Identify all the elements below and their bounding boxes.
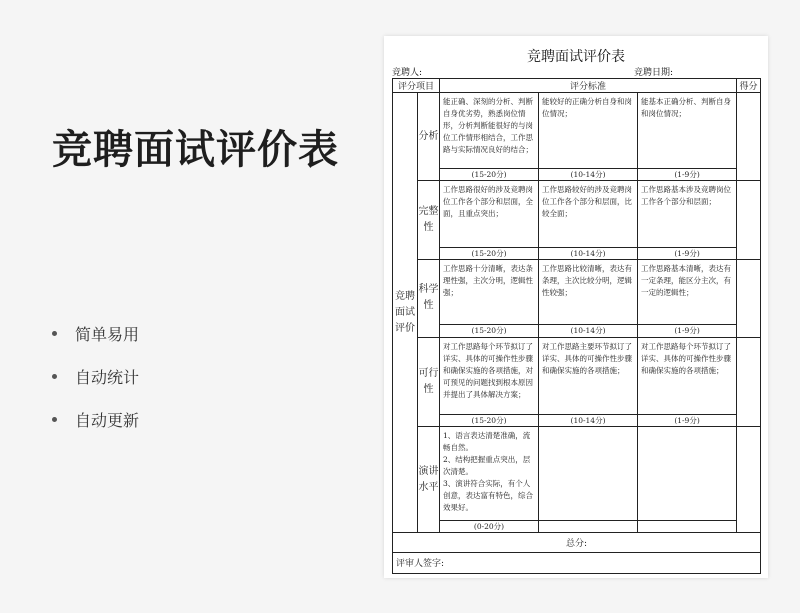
total-label: 总分: <box>393 533 761 552</box>
feature-item <box>52 398 139 441</box>
evaluation-table <box>392 78 761 574</box>
left-title: 竞聘面试评价表 <box>52 127 339 173</box>
score-range <box>638 520 737 532</box>
bullet-icon <box>52 374 57 379</box>
criterion-name: 完整性 <box>418 180 440 259</box>
score-range: (1-9分) <box>638 415 737 427</box>
criterion-description: 对工作思路主要环节拟订了详实、具体的可操作性步骤和确保实施的各项措施； <box>539 337 638 414</box>
score-range <box>539 520 638 532</box>
criterion-description <box>638 427 737 521</box>
form-sheet <box>384 36 768 578</box>
criterion-description: 对工作思路每个环节拟订了详实、具体的可操作性步骤和确保实施的各项措施； <box>638 337 737 414</box>
score-range: (0-20分) <box>440 520 539 532</box>
score-range: (10-14分) <box>539 248 638 260</box>
score-cell[interactable] <box>737 180 761 259</box>
criteria-body <box>393 93 761 533</box>
score-range: (10-14分) <box>539 168 638 180</box>
criterion-name: 可行性 <box>418 337 440 427</box>
score-cell[interactable] <box>737 260 761 337</box>
header-item: 评分项目 <box>393 79 440 93</box>
feature-item <box>52 355 139 398</box>
feature-label: 自动统计 <box>75 368 140 387</box>
criterion-description: 能较好的正确分析自身和岗位情况； <box>539 93 638 168</box>
score-range: (15-20分) <box>440 415 539 427</box>
criterion-description: 工作思路基本涉及竞聘岗位工作各个部分和层面； <box>638 180 737 247</box>
criterion-name: 演讲水平 <box>418 427 440 533</box>
criterion-description: 工作思路比较清晰，表达有条理，主次比较分明，逻辑性较强； <box>539 260 638 325</box>
feature-label: 简单易用 <box>75 325 140 344</box>
score-range: (1-9分) <box>638 325 737 337</box>
criterion-description: 工作思路基本清晰，表达有一定条理，能区分主次，有一定的逻辑性； <box>638 260 737 325</box>
score-range: (10-14分) <box>539 325 638 337</box>
criterion-description: 对工作思路每个环节拟订了详实、具体的可操作性步骤和确保实施的各项措施，对可预见的问题找到根本原因并提出了具体解决方案； <box>440 337 539 414</box>
score-range: (10-14分) <box>539 415 638 427</box>
feature-list <box>52 312 139 441</box>
feature-item <box>52 312 139 355</box>
bullet-icon <box>52 331 57 336</box>
score-cell[interactable] <box>737 93 761 181</box>
score-range: (15-20分) <box>440 325 539 337</box>
score-cell[interactable] <box>737 337 761 427</box>
score-range: (1-9分) <box>638 248 737 260</box>
feature-label: 自动更新 <box>75 411 140 430</box>
criterion-description: 能基本正确分析、判断自身和岗位情况； <box>638 93 737 168</box>
date-label: 竞聘日期: <box>634 68 674 78</box>
score-range: (15-20分) <box>440 168 539 180</box>
criterion-description: 能正确、深刻的分析、判断自身优劣势，熟悉岗位情形，分析判断能很好的与岗位工作情形相结合，工作思路与实际情况良好的结合； <box>440 93 539 168</box>
criterion-description: 工作思路较好的涉及竞聘岗位工作各个部分和层面，比较全面； <box>539 180 638 247</box>
criterion-description <box>539 427 638 521</box>
criterion-name: 分析 <box>418 93 440 181</box>
header-standard: 评分标准 <box>440 79 737 93</box>
criterion-description: 工作思路很好的涉及竞聘岗位工作各个部分和层面，全面，且重点突出； <box>440 180 539 247</box>
applicant-label: 竞聘人: <box>392 68 423 78</box>
form-title: 竞聘面试评价表 <box>527 49 625 65</box>
criterion-name: 科学性 <box>418 260 440 337</box>
criterion-description: 工作思路十分清晰，表达条理性强，主次分明，逻辑性强； <box>440 260 539 325</box>
header-score: 得分 <box>737 79 761 93</box>
score-range: (1-9分) <box>638 168 737 180</box>
score-cell[interactable] <box>737 427 761 533</box>
bullet-icon <box>52 417 57 422</box>
category-label: 竞聘面试评价 <box>393 93 418 533</box>
criterion-description: 1、语言表达清楚准确，流畅自然。 2、结构把握重点突出，层次清楚。 3、演讲符合实际，有个人创意，表达富有特色，综合效果好。 <box>440 427 539 521</box>
signature-label: 评审人签字: <box>393 552 761 573</box>
score-range: (15-20分) <box>440 248 539 260</box>
